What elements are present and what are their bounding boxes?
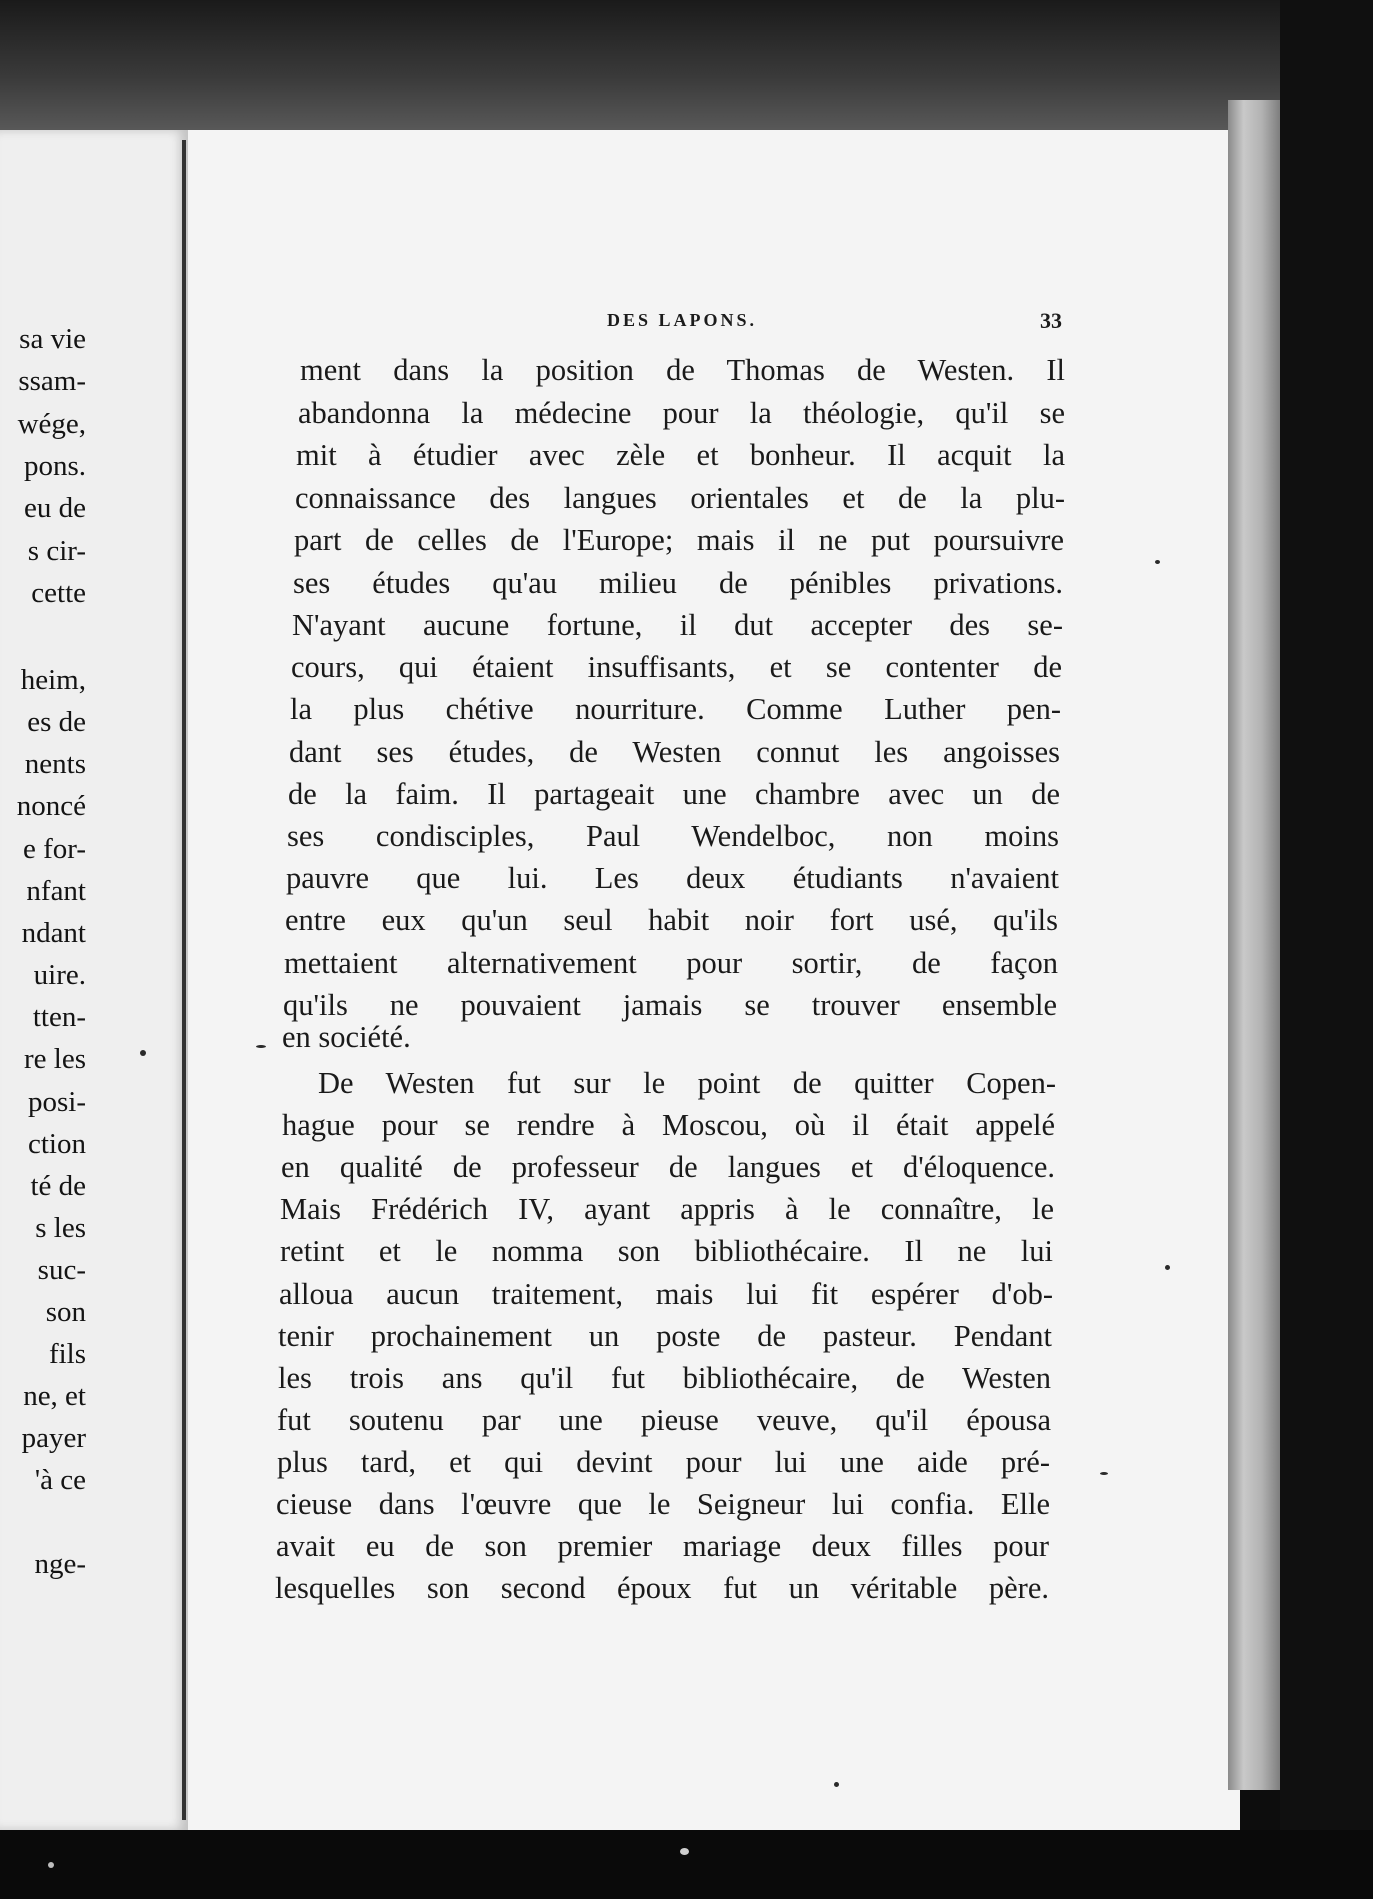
- text-line: la plus chétive nourriture. Comme Luther pen-: [290, 692, 1061, 726]
- text-line: alloua aucun traitement, mais lui fit espérer d'ob-: [279, 1277, 1053, 1311]
- text-line: Mais Frédérich IV, ayant appris à le connaître, le: [280, 1192, 1054, 1226]
- page-number: 33: [1040, 308, 1062, 333]
- left-line-fragment: ne, et: [23, 1382, 86, 1411]
- left-line-fragment: re les: [24, 1045, 86, 1074]
- text-line: qu'ils ne pouvaient jamais se trouver ensemble: [283, 988, 1057, 1022]
- left-line-fragment: s les: [35, 1214, 86, 1243]
- text-line: mit à étudier avec zèle et bonheur. Il acquit la: [296, 438, 1065, 472]
- left-line-fragment: s cir-: [27, 537, 86, 566]
- text-line: abandonna la médecine pour la théologie, qu'il se: [298, 396, 1065, 430]
- text-line: ment dans la position de Thomas de Westen. Il: [300, 353, 1065, 387]
- scan-bottom-shadow: [0, 1830, 1373, 1899]
- left-line-fragment: tten-: [32, 1003, 86, 1032]
- text-line: tenir prochainement un poste de pasteur. Pendant: [278, 1319, 1052, 1353]
- left-line-fragment: té de: [30, 1172, 86, 1201]
- text-line: pauvre que lui. Les deux étudiants n'avaient: [286, 861, 1059, 895]
- text-line: cieuse dans l'œuvre que le Seigneur lui confia. Elle: [276, 1487, 1050, 1521]
- text-line: part de celles de l'Europe; mais il ne put poursuivre: [294, 523, 1064, 557]
- left-line-fragment: posi-: [28, 1088, 86, 1117]
- scan-speck: [48, 1862, 54, 1868]
- scan-speck: [1165, 1265, 1170, 1270]
- left-line-fragment: heim,: [20, 666, 86, 695]
- left-line-fragment: ndant: [21, 919, 86, 948]
- left-line-fragment: suc-: [37, 1256, 86, 1285]
- left-line-fragment: ssam-: [18, 367, 86, 396]
- left-line-fragment: pons.: [23, 452, 86, 481]
- scan-speck: [256, 1045, 266, 1048]
- text-line: les trois ans qu'il fut bibliothécaire, de Westen: [278, 1361, 1051, 1395]
- text-line: en qualité de professeur de langues et d'éloquence.: [281, 1150, 1055, 1184]
- text-line: entre eux qu'un seul habit noir fort usé, qu'ils: [285, 903, 1058, 937]
- left-line-fragment: es de: [27, 708, 86, 737]
- scan-speck: [1155, 560, 1160, 564]
- scan-speck: [834, 1782, 839, 1787]
- left-line-fragment: 'à ce: [34, 1466, 86, 1495]
- scan-right-shadow: [1280, 0, 1373, 1899]
- text-line: plus tard, et qui devint pour lui une aide pré-: [277, 1445, 1050, 1479]
- text-line: ses condisciples, Paul Wendelboc, non moins: [287, 819, 1059, 853]
- text-line: N'ayant aucune fortune, il dut accepter des se-: [292, 608, 1063, 642]
- left-line-fragment: eu de: [24, 494, 86, 523]
- text-line: connaissance des langues orientales et de la plu-: [295, 481, 1065, 515]
- left-line-fragment: son: [45, 1298, 86, 1327]
- text-line: de la faim. Il partageait une chambre avec un de: [288, 777, 1060, 811]
- page-fore-edge: [1228, 100, 1280, 1790]
- text-line: retint et le nomma son bibliothécaire. Il ne lui: [280, 1234, 1053, 1268]
- left-line-fragment: nge-: [34, 1550, 86, 1579]
- left-line-fragment: e for-: [22, 835, 86, 864]
- text-line: dant ses études, de Westen connut les angoisses: [289, 735, 1060, 769]
- left-line-fragment: fils: [48, 1340, 86, 1369]
- book-gutter-line: [182, 140, 186, 1820]
- scan-speck: [140, 1050, 146, 1056]
- text-line: en société.: [282, 1020, 411, 1054]
- text-line: lesquelles son second époux fut un véritable père.: [275, 1571, 1049, 1605]
- left-line-fragment: payer: [21, 1424, 86, 1453]
- text-line: hague pour se rendre à Moscou, où il était appelé: [282, 1108, 1055, 1142]
- left-line-fragment: cette: [31, 579, 86, 608]
- left-line-fragment: nents: [24, 750, 86, 779]
- left-line-fragment: ction: [28, 1130, 86, 1159]
- text-line: cours, qui étaient insuffisants, et se contenter de: [291, 650, 1062, 684]
- left-line-fragment: uire.: [33, 961, 86, 990]
- scan-speck: [680, 1848, 689, 1855]
- left-line-fragment: sa vie: [19, 325, 86, 354]
- left-line-fragment: wége,: [17, 410, 86, 439]
- text-line: fut soutenu par une pieuse veuve, qu'il épousa: [277, 1403, 1051, 1437]
- running-head: DES LAPONS.: [607, 310, 758, 330]
- text-line: avait eu de son premier mariage deux filles pour: [276, 1529, 1049, 1563]
- left-line-fragment: noncé: [16, 792, 86, 821]
- text-line: mettaient alternativement pour sortir, de façon: [284, 946, 1058, 980]
- scan-top-shadow: [0, 0, 1373, 140]
- text-line: De Westen fut sur le point de quitter Copen-: [318, 1066, 1056, 1100]
- scan-speck: [1100, 1472, 1108, 1475]
- text-line: ses études qu'au milieu de pénibles privations.: [293, 566, 1063, 600]
- left-line-fragment: nfant: [26, 877, 86, 906]
